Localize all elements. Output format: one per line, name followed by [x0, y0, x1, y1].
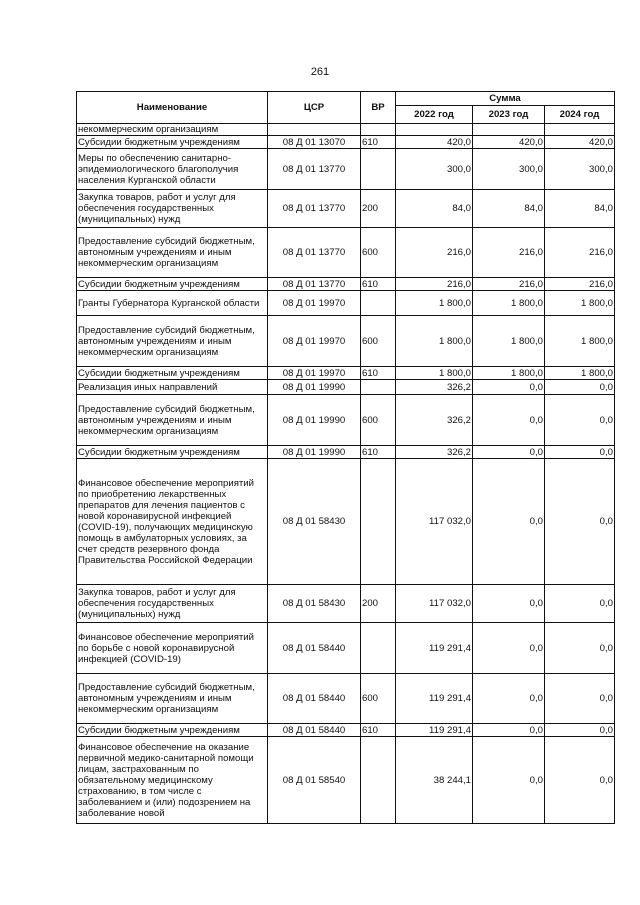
row-vr [361, 737, 396, 824]
row-code: 08 Д 01 19970 [268, 367, 361, 380]
row-2024: 1 800,0 [545, 316, 615, 367]
table-row [77, 724, 615, 737]
table-row [77, 149, 615, 190]
row-name: Реализация иных направлений [77, 380, 268, 395]
row-name: Предоставление субсидий бюджетным, автономным учреждениям и иным некоммерческим организациям [77, 395, 268, 446]
row-2022: 326,2 [396, 395, 473, 446]
row-code: 08 Д 01 13770 [268, 190, 361, 228]
row-vr [361, 380, 396, 395]
row-2022: 119 291,4 [396, 674, 473, 724]
row-2024: 0,0 [545, 674, 615, 724]
row-vr: 200 [361, 190, 396, 228]
row-vr: 610 [361, 724, 396, 737]
row-vr: 610 [361, 446, 396, 459]
row-vr [361, 623, 396, 674]
row-vr [361, 291, 396, 316]
header-name: Наименование [77, 92, 268, 124]
row-2023: 0,0 [473, 623, 545, 674]
table-row [77, 395, 615, 446]
row-2024: 420,0 [545, 136, 615, 149]
row-2024: 0,0 [545, 395, 615, 446]
row-2022: 119 291,4 [396, 724, 473, 737]
row-2024: 1 800,0 [545, 291, 615, 316]
row-2023: 216,0 [473, 278, 545, 291]
row-code: 08 Д 01 58430 [268, 585, 361, 623]
row-2024: 300,0 [545, 149, 615, 190]
row-code: 08 Д 01 58440 [268, 674, 361, 724]
row-code: 08 Д 01 19990 [268, 380, 361, 395]
row-2023: 300,0 [473, 149, 545, 190]
row-name: Субсидии бюджетным учреждениям [77, 278, 268, 291]
row-code [268, 124, 361, 136]
row-vr [361, 149, 396, 190]
table-row [77, 623, 615, 674]
header-code: ЦСР [268, 92, 361, 124]
row-2023: 0,0 [473, 585, 545, 623]
budget-table [76, 91, 615, 824]
header-2024: 2024 год [545, 106, 615, 124]
row-2022: 300,0 [396, 149, 473, 190]
row-2023 [473, 124, 545, 136]
row-2022: 84,0 [396, 190, 473, 228]
table-row [77, 316, 615, 367]
row-name: Закупка товаров, работ и услуг для обеспечения государственных (муниципальных) нужд [77, 585, 268, 623]
row-2023: 216,0 [473, 228, 545, 278]
row-2024: 0,0 [545, 724, 615, 737]
row-2023: 1 800,0 [473, 367, 545, 380]
row-2022: 117 032,0 [396, 585, 473, 623]
row-vr: 600 [361, 674, 396, 724]
row-2024: 0,0 [545, 737, 615, 824]
row-2023: 420,0 [473, 136, 545, 149]
row-2024 [545, 124, 615, 136]
row-2023: 1 800,0 [473, 291, 545, 316]
row-vr: 610 [361, 136, 396, 149]
row-2023: 0,0 [473, 674, 545, 724]
row-2023: 0,0 [473, 380, 545, 395]
row-code: 08 Д 01 19970 [268, 316, 361, 367]
row-code: 08 Д 01 19990 [268, 446, 361, 459]
row-2022: 117 032,0 [396, 459, 473, 585]
header-vr: ВР [361, 92, 396, 124]
row-2024: 0,0 [545, 623, 615, 674]
table-row [77, 136, 615, 149]
table-row [77, 228, 615, 278]
header-2023: 2023 год [473, 106, 545, 124]
table-row [77, 585, 615, 623]
header-2022: 2022 год [396, 106, 473, 124]
row-code: 08 Д 01 58540 [268, 737, 361, 824]
row-2023: 0,0 [473, 724, 545, 737]
row-name: Закупка товаров, работ и услуг для обеспечения государственных (муниципальных) нужд [77, 190, 268, 228]
row-name: Предоставление субсидий бюджетным, автономным учреждениям и иным некоммерческим организациям [77, 316, 268, 367]
row-vr: 610 [361, 367, 396, 380]
row-2024: 0,0 [545, 380, 615, 395]
row-name: Субсидии бюджетным учреждениям [77, 367, 268, 380]
table-row [77, 291, 615, 316]
row-vr [361, 124, 396, 136]
row-code: 08 Д 01 58430 [268, 459, 361, 585]
row-code: 08 Д 01 19970 [268, 291, 361, 316]
row-2024: 1 800,0 [545, 367, 615, 380]
row-2024: 0,0 [545, 585, 615, 623]
row-2022: 216,0 [396, 228, 473, 278]
row-vr: 600 [361, 395, 396, 446]
row-2024: 216,0 [545, 278, 615, 291]
row-2022: 1 800,0 [396, 316, 473, 367]
row-name: Гранты Губернатора Курганской области [77, 291, 268, 316]
row-name: Финансовое обеспечение мероприятий по приобретению лекарственных препаратов для лечения пациентов с новой коронавирусной инфекцией (COVID-19), получающих медицинскую помощь в амбулаторных условиях, за счет средств резервного фонда Правительства Российской Федерации [77, 459, 268, 585]
row-2022: 326,2 [396, 446, 473, 459]
row-code: 08 Д 01 13770 [268, 278, 361, 291]
table-row [77, 278, 615, 291]
row-vr: 600 [361, 228, 396, 278]
row-2023: 1 800,0 [473, 316, 545, 367]
row-2024: 0,0 [545, 446, 615, 459]
row-code: 08 Д 01 13770 [268, 228, 361, 278]
row-2022: 1 800,0 [396, 291, 473, 316]
page-number: 261 [310, 66, 330, 78]
row-name: Субсидии бюджетным учреждениям [77, 136, 268, 149]
row-code: 08 Д 01 13070 [268, 136, 361, 149]
row-2024: 0,0 [545, 459, 615, 585]
row-name: некоммерческим организациям [77, 124, 268, 136]
table-row [77, 674, 615, 724]
row-name: Меры по обеспечению санитарно-эпидемиологического благополучия населения Курганской области [77, 149, 268, 190]
row-2022 [396, 124, 473, 136]
row-2023: 0,0 [473, 459, 545, 585]
table-row [77, 459, 615, 585]
row-code: 08 Д 01 58440 [268, 623, 361, 674]
row-name: Предоставление субсидий бюджетным, автономным учреждениям и иным некоммерческим организациям [77, 674, 268, 724]
row-2022: 216,0 [396, 278, 473, 291]
row-2023: 84,0 [473, 190, 545, 228]
row-code: 08 Д 01 58440 [268, 724, 361, 737]
row-name: Предоставление субсидий бюджетным, автономным учреждениям и иным некоммерческим организациям [77, 228, 268, 278]
row-vr: 610 [361, 278, 396, 291]
row-2022: 119 291,4 [396, 623, 473, 674]
row-2023: 0,0 [473, 737, 545, 824]
row-code: 08 Д 01 19990 [268, 395, 361, 446]
row-2024: 216,0 [545, 228, 615, 278]
row-vr: 600 [361, 316, 396, 367]
table-row [77, 367, 615, 380]
row-2022: 420,0 [396, 136, 473, 149]
table-row [77, 124, 615, 136]
row-2022: 38 244,1 [396, 737, 473, 824]
table-row [77, 446, 615, 459]
row-name: Субсидии бюджетным учреждениям [77, 724, 268, 737]
row-2023: 0,0 [473, 395, 545, 446]
row-vr [361, 459, 396, 585]
table-row [77, 380, 615, 395]
row-2022: 326,2 [396, 380, 473, 395]
table-row [77, 737, 615, 824]
row-vr: 200 [361, 585, 396, 623]
row-name: Финансовое обеспечение на оказание первичной медико-санитарной помощи лицам, застрахованным по обязательному медицинскому страхованию, в том числе с заболеванием и (или) подозрением на заболевание новой [77, 737, 268, 824]
row-2022: 1 800,0 [396, 367, 473, 380]
row-name: Субсидии бюджетным учреждениям [77, 446, 268, 459]
row-code: 08 Д 01 13770 [268, 149, 361, 190]
row-2024: 84,0 [545, 190, 615, 228]
header-sum: Сумма [396, 92, 615, 106]
row-2023: 0,0 [473, 446, 545, 459]
table-row [77, 190, 615, 228]
row-name: Финансовое обеспечение мероприятий по борьбе с новой коронавирусной инфекцией (COVID-19) [77, 623, 268, 674]
